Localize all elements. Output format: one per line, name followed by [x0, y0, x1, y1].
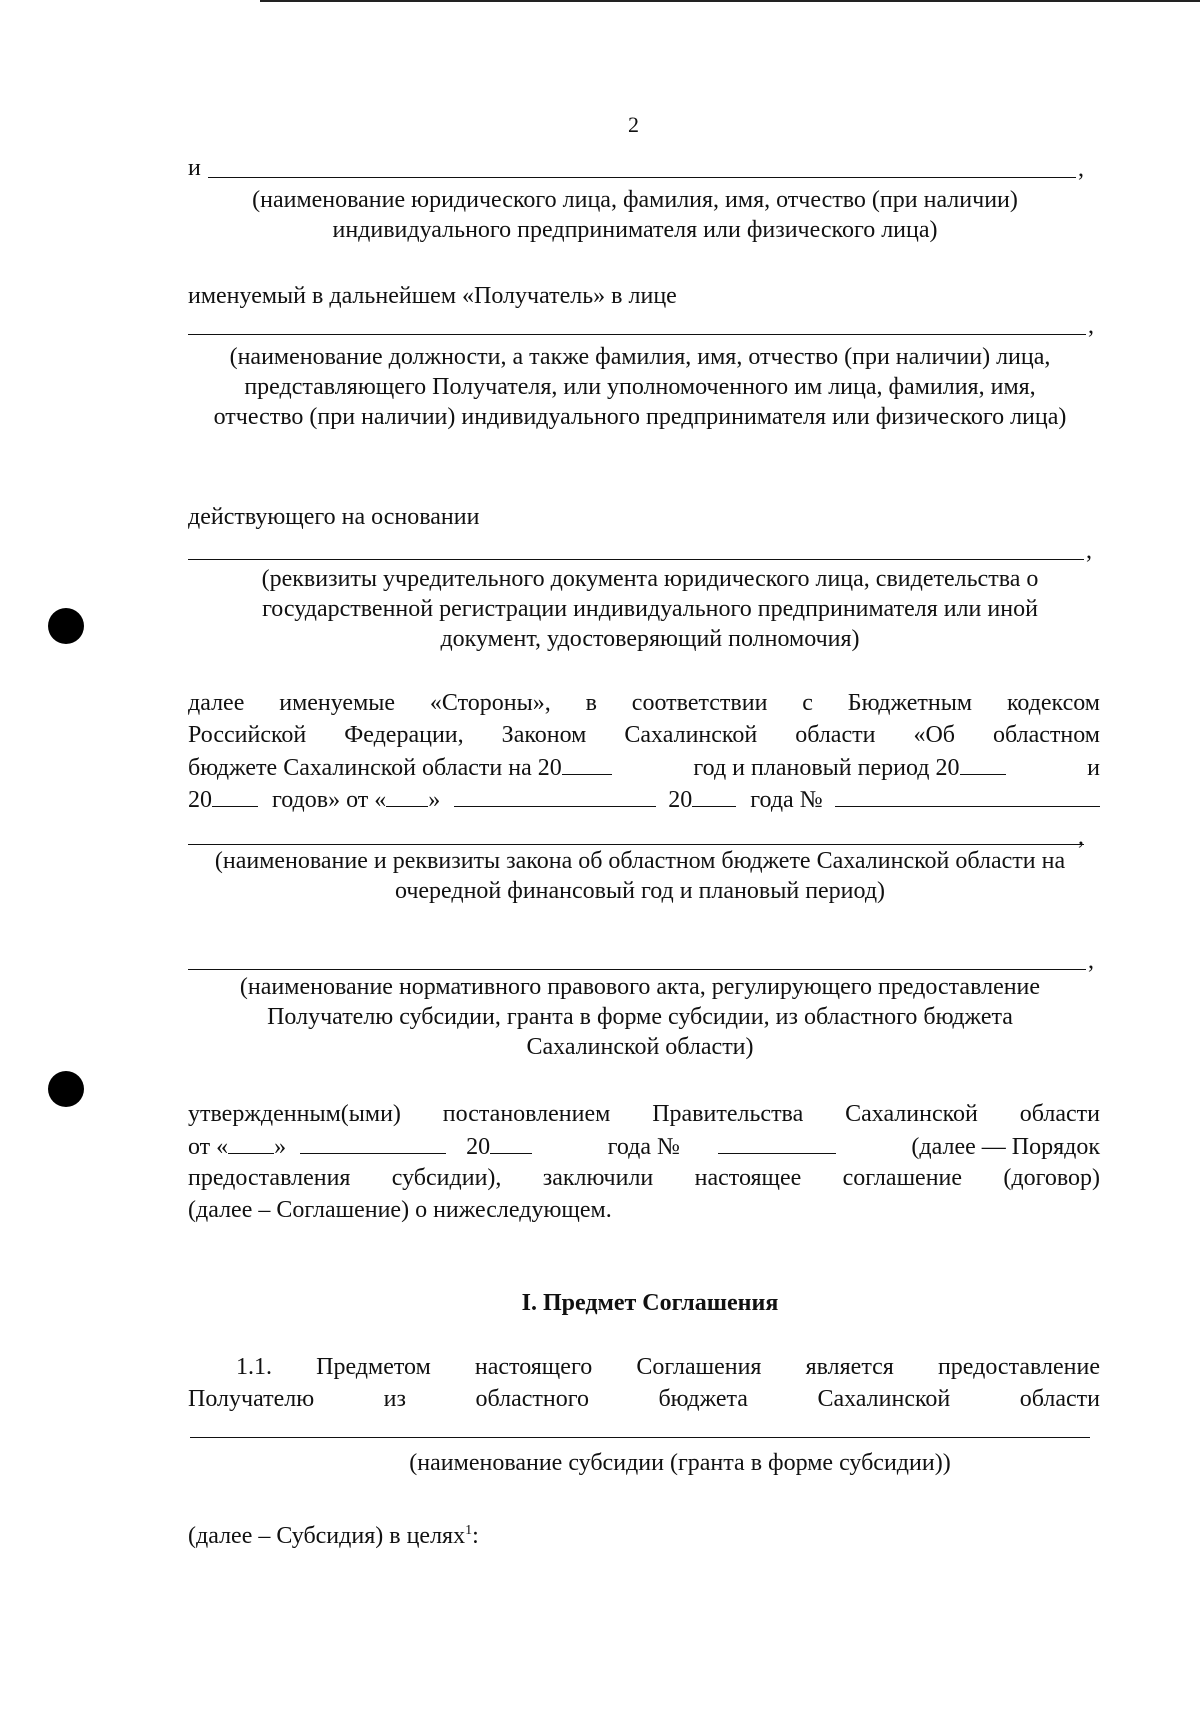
approved-para-line-3: предоставления субсидии), заключили настоящее соглашение (договор)	[188, 1165, 1100, 1191]
text-fragment: бюджете Сахалинской области на 20	[188, 755, 562, 781]
approved-para-line-2	[188, 1131, 1100, 1162]
purpose-line	[188, 1516, 479, 1551]
year-blank	[960, 752, 1006, 775]
text-fragment: года №	[750, 787, 823, 813]
text-fragment: 20	[466, 1134, 491, 1160]
text-fragment: (далее — Порядок	[911, 1134, 1100, 1160]
punch-hole	[48, 608, 84, 644]
hint-normative-act: (наименование нормативного правового акта, регулирующего предоставление Получателю субсидии, гранта в форме субсидии, из областного бюджета Сахалинской области)	[239, 974, 1041, 1060]
text-fragment: и	[1087, 755, 1101, 781]
text-fragment: 20	[188, 787, 212, 813]
punch-hole	[48, 1071, 84, 1107]
line-comma: ,	[1086, 538, 1092, 564]
blank-line	[188, 334, 1086, 335]
line-comma: ,	[1078, 824, 1084, 850]
line-comma: ,	[1078, 156, 1084, 182]
clause-1-1-line-1: 1.1. Предметом настоящего Соглашения является предоставление	[236, 1354, 1100, 1380]
parties-para-line-2: Российской Федерации, Законом Сахалинской области «Об областном	[188, 722, 1100, 748]
top-edge-line	[260, 0, 1200, 2]
parties-para-line-1: далее именуемые «Стороны», в соответствии с Бюджетным кодексом	[188, 690, 1100, 716]
text-fragment: »	[428, 787, 441, 813]
hint-representative: (наименование должности, а также фамилия, имя, отчество (при наличии) лица, представляющего Получателя, или уполномоченного им лица, фамилия, имя, отчество (при наличии) индивидуального предпринимателя или физического лица)	[213, 344, 1067, 430]
section-title: I. Предмет Соглашения	[521, 1290, 779, 1316]
acting-basis-text: действующего на основании	[188, 504, 480, 530]
day-blank	[386, 784, 428, 807]
footnote-mark: 1	[465, 1523, 473, 1538]
page-number: 2	[628, 112, 639, 137]
year-blank	[562, 752, 612, 775]
clause-1-1-line-2: Получателю из областного бюджета Сахалинской области	[188, 1386, 1100, 1412]
blank-line	[188, 969, 1086, 970]
party-conjunction: и	[188, 155, 201, 181]
line-comma: ,	[1088, 948, 1094, 974]
purpose-text: (далее – Субсидия) в целях	[188, 1523, 466, 1549]
hint-basis: (реквизиты учредительного документа юридического лица, свидетельства о государственной регистрации индивидуального предпринимателя или иной документ, удостоверяющий полномочия)	[261, 566, 1039, 652]
text-fragment: год и плановый период 20	[693, 755, 960, 781]
text-fragment: года №	[607, 1134, 680, 1160]
blank-line	[188, 559, 1084, 560]
parties-para-line-4	[188, 784, 1100, 815]
parties-para-line-3	[188, 752, 1100, 783]
day-blank	[228, 1131, 274, 1154]
blank-line	[208, 177, 1076, 178]
year-blank	[212, 784, 258, 807]
hint-budget-law: (наименование и реквизиты закона об областном бюджете Сахалинской области на очередной финансовый год и плановый период)	[214, 848, 1066, 904]
month-blank	[454, 784, 656, 807]
text-fragment: от «	[188, 1134, 229, 1160]
text-fragment: »	[274, 1134, 287, 1160]
hint-recipient-name: (наименование юридического лица, фамилия, имя, отчество (при наличии) индивидуального предпринимателя или физического лица)	[252, 187, 1018, 243]
hint-subsidy: (наименование субсидии (гранта в форме субсидии))	[409, 1450, 951, 1476]
number-blank	[835, 784, 1100, 807]
year-blank	[490, 1131, 532, 1154]
blank-line	[188, 844, 1084, 845]
named-recipient-text: именуемый в дальнейшем «Получатель» в лице	[188, 283, 677, 309]
text-fragment: годов» от «	[272, 787, 387, 813]
text-fragment: 20	[668, 787, 693, 813]
number-blank	[718, 1131, 836, 1154]
year-blank	[692, 784, 736, 807]
blank-line	[190, 1437, 1090, 1438]
approved-para-line-1: утвержденным(ыми) постановлением Правительства Сахалинской области	[188, 1101, 1100, 1127]
purpose-colon: :	[472, 1523, 479, 1549]
line-comma: ,	[1088, 313, 1094, 339]
approved-para-line-4: (далее – Соглашение) о нижеследующем.	[188, 1197, 612, 1223]
month-blank	[300, 1131, 446, 1154]
